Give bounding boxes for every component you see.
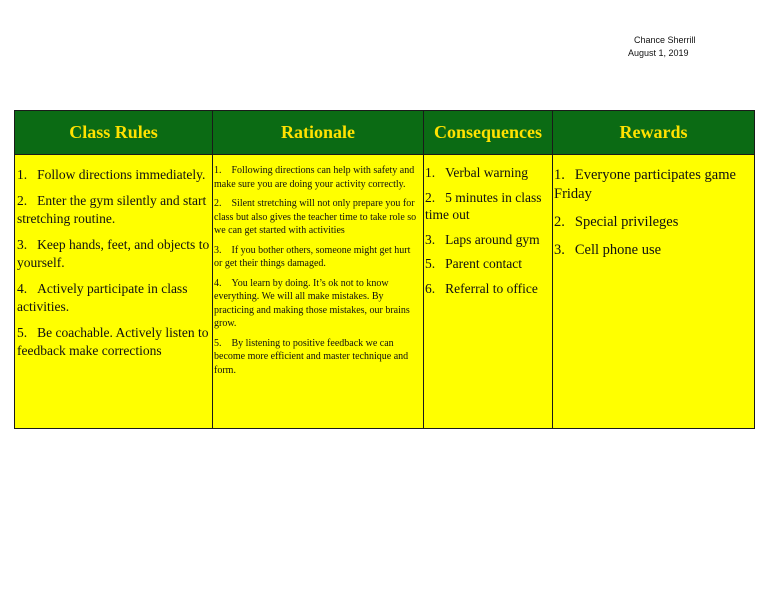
list-item: 5. Be coachable. Actively listen to feedback make corrections bbox=[17, 324, 209, 358]
list-item: 4. Actively participate in class activities. bbox=[17, 280, 188, 314]
list-item: 3. Keep hands, feet, and objects to yourself. bbox=[17, 236, 210, 270]
list-item: 6. Referral to office bbox=[425, 280, 538, 296]
header-consequences: Consequences bbox=[424, 111, 553, 155]
list-item: 1. Everyone participates game Friday bbox=[554, 167, 736, 202]
author-name: Chance Sherrill bbox=[634, 35, 696, 45]
document-header bbox=[560, 34, 740, 60]
list-item: 2. 5 minutes in class time out bbox=[425, 189, 542, 222]
list-item: 5. Parent contact bbox=[425, 256, 522, 271]
list-item: 1. Following directions can help with safety and make sure you are doing your activity correctly. bbox=[214, 165, 415, 190]
header-rationale: Rationale bbox=[213, 111, 424, 155]
class-rules-cell bbox=[15, 155, 213, 429]
list-item: 2. Special privileges bbox=[554, 214, 679, 230]
header-rewards: Rewards bbox=[553, 111, 755, 155]
table-body-row bbox=[15, 155, 755, 429]
list-item: 3. Cell phone use bbox=[554, 242, 662, 258]
consequences-cell bbox=[424, 155, 553, 429]
list-item: 2. Silent stretching will not only prepare you for class but also gives the teacher time to take role so we can get started with activities bbox=[214, 198, 417, 236]
list-item: 2. Enter the gym silently and start stretching routine. bbox=[17, 192, 207, 226]
list-item: 3. If you bother others, someone might get hurt or get their things damaged. bbox=[214, 244, 411, 269]
document-date: August 1, 2019 bbox=[628, 48, 689, 58]
list-item: 5. By listening to positive feedback we can become more efficient and master technique and form. bbox=[214, 337, 409, 376]
list-item: 1. Verbal warning bbox=[425, 165, 528, 180]
list-item: 1. Follow directions immediately. bbox=[17, 167, 206, 182]
rationale-cell bbox=[213, 155, 424, 429]
list-item: 4. You learn by doing. It’s ok not to know everything. We will all make mistakes. By practicing and making those mistakes, our brains grow. bbox=[214, 277, 410, 329]
rewards-cell bbox=[553, 155, 755, 429]
header-class-rules: Class Rules bbox=[15, 111, 213, 155]
list-item: 3. Laps around gym bbox=[425, 231, 540, 247]
class-rules-table bbox=[14, 110, 755, 429]
table-header-row bbox=[15, 111, 755, 155]
